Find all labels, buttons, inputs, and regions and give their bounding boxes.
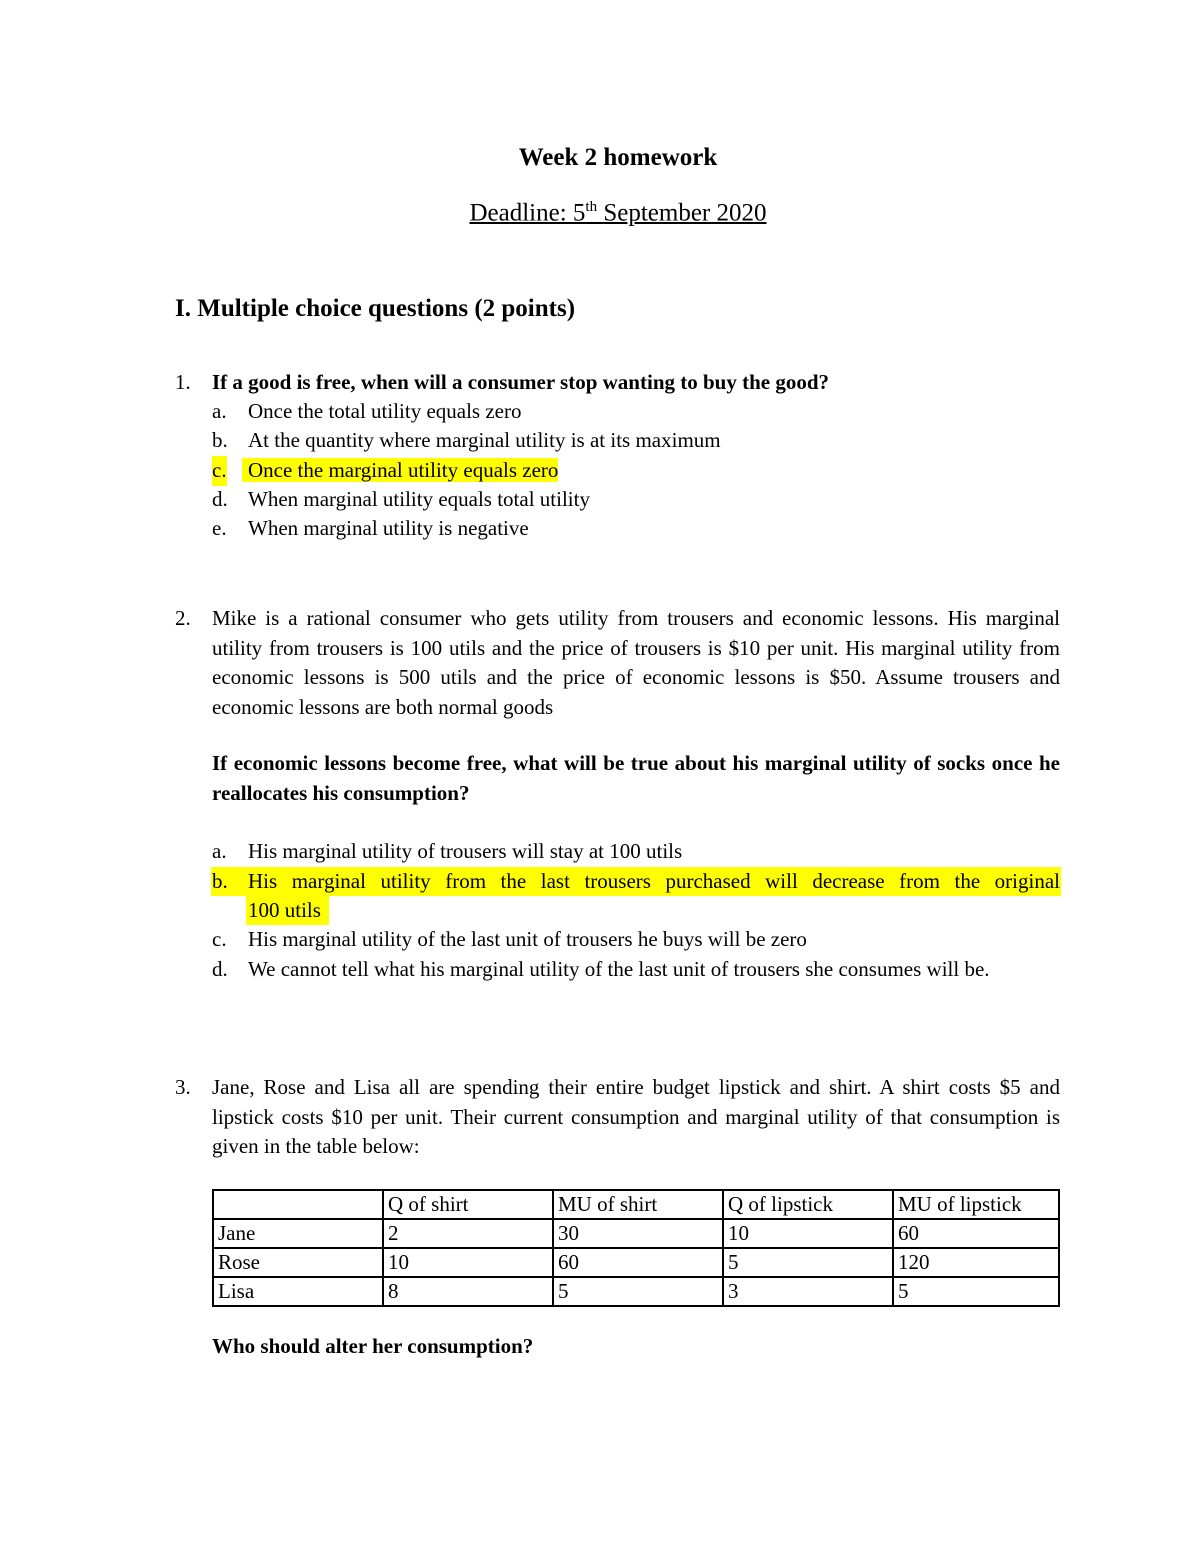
table-cell: 60 bbox=[553, 1248, 723, 1277]
table-cell: 30 bbox=[553, 1219, 723, 1248]
question-number: 3. bbox=[175, 1075, 191, 1099]
consumption-table bbox=[212, 1189, 1060, 1307]
option-text-continued: 100 utils bbox=[248, 898, 321, 922]
table-row bbox=[213, 1277, 1059, 1306]
table-row bbox=[213, 1248, 1059, 1277]
option-text-highlight: Once the marginal utility equals zero bbox=[242, 458, 558, 482]
option-text: We cannot tell what his marginal utility of the last unit of trousers she consumes will be. bbox=[248, 957, 990, 981]
question-number: 2. bbox=[175, 606, 191, 630]
option-letter: d. bbox=[212, 957, 228, 981]
option-text: When marginal utility is negative bbox=[248, 516, 529, 540]
option-letter: a. bbox=[212, 839, 227, 863]
question-intro: Mike is a rational consumer who gets utility from trousers and economic lessons. His marginal utility from trousers is 100 utils and the price of trousers is $10 per unit. His marginal utility from economic lessons is 500 utils and the price of economic lessons is $50. Assume trousers and economic lessons are both normal goods bbox=[212, 606, 1060, 719]
option-text: Once the total utility equals zero bbox=[248, 399, 522, 423]
table-cell: 8 bbox=[383, 1277, 553, 1306]
table-cell: Jane bbox=[213, 1219, 383, 1248]
question-text: If economic lessons become free, what will be true about his marginal utility of socks once he reallocates his consumption? bbox=[212, 751, 1060, 805]
table-cell: 3 bbox=[723, 1277, 893, 1306]
question-text: If a good is free, when will a consumer stop wanting to buy the good? bbox=[212, 370, 830, 394]
table-header-cell: MU of lipstick bbox=[893, 1190, 1059, 1219]
question-intro: Jane, Rose and Lisa all are spending their entire budget lipstick and shirt. A shirt costs $5 and lipstick costs $10 per unit. Their current consumption and marginal utility of that consumption is given in the table below: bbox=[212, 1075, 1060, 1158]
option-letter: b. bbox=[212, 428, 228, 452]
table-header-row bbox=[213, 1190, 1059, 1219]
question-number: 1. bbox=[175, 370, 191, 394]
table-header-cell: Q of lipstick bbox=[723, 1190, 893, 1219]
option-text: When marginal utility equals total utility bbox=[248, 487, 590, 511]
option-letter: b. bbox=[212, 869, 228, 893]
table-cell: 5 bbox=[893, 1277, 1059, 1306]
deadline-superscript: th bbox=[585, 199, 598, 215]
option-letter: d. bbox=[212, 487, 228, 511]
table-header-cell bbox=[213, 1190, 383, 1219]
option-text bbox=[248, 456, 558, 486]
deadline bbox=[0, 190, 1200, 230]
table-cell: Lisa bbox=[213, 1277, 383, 1306]
table-header-cell: MU of shirt bbox=[553, 1190, 723, 1219]
page-title: Week 2 homework bbox=[518, 144, 718, 171]
table-cell: 60 bbox=[893, 1219, 1059, 1248]
table-cell: 10 bbox=[723, 1219, 893, 1248]
question-text: Who should alter her consumption? bbox=[212, 1334, 534, 1358]
option-text: At the quantity where marginal utility is at its maximum bbox=[248, 428, 721, 452]
table-cell: 5 bbox=[553, 1277, 723, 1306]
option-text: His marginal utility of trousers will stay at 100 utils bbox=[248, 839, 683, 863]
table-cell: Rose bbox=[213, 1248, 383, 1277]
option-letter: e. bbox=[212, 516, 227, 540]
option-text: His marginal utility of the last unit of trousers he buys will be zero bbox=[248, 927, 807, 951]
table-cell: 2 bbox=[383, 1219, 553, 1248]
deadline-suffix: September 2020 bbox=[597, 199, 767, 227]
option-letter: c. bbox=[212, 456, 227, 486]
table-cell: 120 bbox=[893, 1248, 1059, 1277]
option-letter: a. bbox=[212, 399, 227, 423]
section-title: I. Multiple choice questions (2 points) bbox=[175, 295, 576, 322]
table-cell: 10 bbox=[383, 1248, 553, 1277]
option-text: His marginal utility from the last trousers purchased will decrease from the original bbox=[248, 869, 1060, 893]
table-cell: 5 bbox=[723, 1248, 893, 1277]
table-header-cell: Q of shirt bbox=[383, 1190, 553, 1219]
option-letter: c. bbox=[212, 927, 227, 951]
table-row bbox=[213, 1219, 1059, 1248]
deadline-prefix: Deadline: 5 bbox=[469, 199, 586, 227]
